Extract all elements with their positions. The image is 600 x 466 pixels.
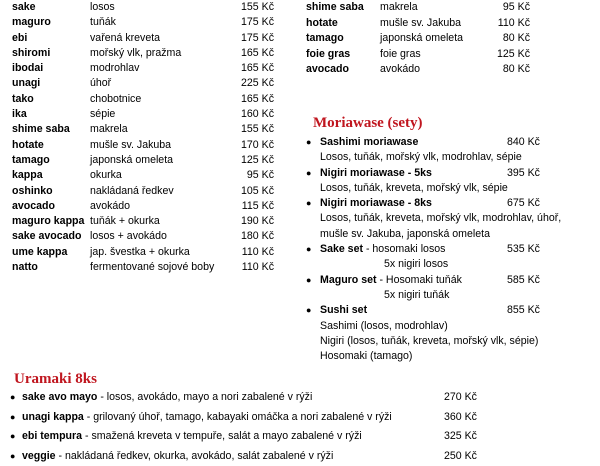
- item-name: kappa: [12, 169, 43, 182]
- menu-row: [306, 16, 530, 32]
- menu-row: [12, 31, 274, 46]
- item-price: 110 Kč: [497, 16, 530, 29]
- item-price: 225 Kč: [241, 77, 274, 90]
- item-name: ika: [12, 108, 27, 121]
- item-name: avocado: [12, 199, 55, 212]
- uramaki-row: [8, 408, 588, 428]
- set-description: 5x nigiri losos: [384, 258, 449, 271]
- item-price: 170 Kč: [241, 138, 274, 151]
- item-description: vařená kreveta: [90, 31, 161, 44]
- set-header: [320, 273, 574, 288]
- set-header: [320, 303, 574, 318]
- menu-row: [12, 245, 274, 260]
- item-description: mušle sv. Jakuba: [380, 16, 462, 29]
- menu-row: [12, 15, 274, 30]
- menu-row: [12, 107, 274, 122]
- uramaki-description: - losos, avokádo, mayo a nori zabalené v rýži: [97, 391, 313, 403]
- set-header: [320, 135, 574, 150]
- item-name: sake: [12, 1, 36, 13]
- set-header: [320, 196, 574, 211]
- bullet-icon: ●: [306, 305, 312, 316]
- item-price: 155 Kč: [241, 123, 274, 136]
- menu-row: [12, 138, 274, 153]
- item-price: 110 Kč: [241, 245, 274, 258]
- item-price: 95 Kč: [502, 1, 530, 13]
- bullet-icon: ●: [10, 431, 16, 442]
- item-name: ebi: [12, 31, 28, 44]
- uramaki-price: 325 Kč: [444, 430, 477, 443]
- set-item: [304, 303, 574, 364]
- nigiri-list-left: [12, 0, 274, 275]
- item-name: hotate: [12, 138, 44, 151]
- bullet-icon: ●: [306, 244, 312, 255]
- item-description: mořský vlk, pražma: [90, 46, 182, 59]
- set-description: 5x nigiri tuňák: [384, 288, 450, 301]
- item-name: maguro: [12, 16, 51, 29]
- menu-row: [306, 31, 530, 47]
- item-price: 165 Kč: [241, 62, 274, 75]
- item-description: losos + avokádo: [90, 230, 167, 243]
- set-price: 675 Kč: [507, 197, 540, 210]
- item-price: 95 Kč: [246, 169, 274, 182]
- menu-row: [12, 92, 274, 107]
- item-name: ume kappa: [12, 245, 68, 258]
- bullet-icon: ●: [10, 411, 16, 422]
- item-name: oshinko: [12, 184, 53, 197]
- item-price: 165 Kč: [241, 46, 274, 59]
- set-extra: - hosomaki losos: [363, 243, 446, 256]
- item-name: foie gras: [306, 47, 351, 60]
- set-description: Sashimi (losos, modrohlav): [320, 319, 448, 332]
- menu-row: [12, 260, 274, 275]
- item-description: modrohlav: [90, 62, 140, 75]
- item-description: okurka: [90, 169, 122, 182]
- item-name: shime saba: [306, 1, 364, 13]
- menu-row: [12, 153, 274, 168]
- item-name: ibodai: [12, 62, 44, 75]
- item-description: fermentované sojové boby: [90, 261, 215, 274]
- item-description: mušle sv. Jakuba: [90, 138, 172, 151]
- set-description: Losos, tuňák, kreveta, mořský vlk, modrohlav, úhoř,: [320, 212, 562, 225]
- item-price: 80 Kč: [502, 32, 530, 45]
- menu-row: [12, 199, 274, 214]
- menu-row: [12, 46, 274, 61]
- menu-row: [12, 0, 274, 15]
- item-price: 80 Kč: [502, 63, 530, 76]
- set-item: [304, 196, 574, 242]
- uramaki-price: 360 Kč: [444, 410, 477, 423]
- set-item: [304, 273, 574, 304]
- item-description: jap. švestka + okurka: [90, 245, 190, 258]
- menu-row: [306, 0, 530, 16]
- item-description: chobotnice: [90, 92, 142, 105]
- set-item: [304, 242, 574, 273]
- item-description: japonská omeleta: [90, 153, 174, 166]
- menu-row: [12, 214, 274, 229]
- item-price: 115 Kč: [241, 199, 274, 212]
- uramaki-description: - grilovaný úhoř, tamago, kabayaki omáčka a nori zabalené v rýži: [83, 410, 392, 423]
- menu-row: [12, 61, 274, 76]
- bullet-icon: ●: [10, 392, 16, 402]
- item-name: maguro kappa: [12, 215, 85, 228]
- item-price: 125 Kč: [241, 153, 274, 166]
- item-name: sake avocado: [12, 230, 82, 243]
- set-description: Losos, tuňák, mořský vlk, modrohlav, sépie: [320, 151, 522, 164]
- item-description: nakládaná ředkev: [90, 184, 174, 197]
- uramaki-list: [8, 388, 588, 466]
- uramaki-row: [8, 427, 588, 447]
- item-price: 160 Kč: [241, 108, 274, 121]
- bullet-icon: ●: [306, 198, 312, 209]
- uramaki-title: Uramaki 8ks: [14, 371, 97, 387]
- uramaki-price: 250 Kč: [444, 449, 477, 462]
- set-name: Sake set: [320, 243, 363, 256]
- set-description: mušle sv. Jakuba, japonská omeleta: [320, 227, 490, 240]
- menu-row: [12, 76, 274, 91]
- set-description: Losos, tuňák, kreveta, mořský vlk, sépie: [320, 181, 508, 194]
- item-description: makrela: [90, 123, 128, 136]
- set-description: Nigiri (losos, tuňák, kreveta, mořský vlk, sépie): [320, 334, 539, 347]
- item-name: unagi: [12, 77, 41, 90]
- item-description: tuňák: [90, 16, 116, 29]
- set-price: 855 Kč: [507, 304, 540, 317]
- item-name: tamago: [12, 153, 50, 166]
- set-price: 840 Kč: [507, 136, 540, 148]
- moriawase-title: Moriawase (sety): [313, 115, 423, 131]
- set-price: 535 Kč: [507, 243, 540, 256]
- uramaki-name: ebi tempura: [22, 430, 83, 443]
- uramaki-name: sake avo mayo: [22, 391, 98, 403]
- item-price: 190 Kč: [241, 215, 274, 228]
- set-item: [304, 166, 574, 197]
- menu-row: [12, 229, 274, 244]
- item-description: tuňák + okurka: [90, 215, 160, 228]
- item-price: 105 Kč: [241, 184, 274, 197]
- set-name: Sashimi moriawase: [320, 136, 419, 148]
- menu-row: [306, 47, 530, 63]
- item-name: shime saba: [12, 123, 70, 136]
- item-name: tako: [12, 92, 34, 105]
- menu-row: [306, 62, 530, 78]
- uramaki-name: unagi kappa: [22, 410, 84, 423]
- uramaki-price: 270 Kč: [444, 391, 477, 403]
- item-description: avokádo: [380, 63, 421, 76]
- uramaki-name: veggie: [22, 449, 56, 462]
- set-header: [320, 242, 574, 257]
- item-name: natto: [12, 261, 38, 274]
- set-price: 395 Kč: [507, 166, 540, 179]
- item-description: úhoř: [90, 77, 112, 90]
- item-description: avokádo: [90, 199, 131, 212]
- set-header: [320, 166, 574, 181]
- item-name: avocado: [306, 63, 349, 76]
- set-name: Nigiri moriawase - 5ks: [320, 166, 432, 179]
- menu-row: [12, 168, 274, 183]
- moriawase-list: [304, 135, 574, 364]
- set-name: Nigiri moriawase - 8ks: [320, 197, 432, 210]
- set-description: Hosomaki (tamago): [320, 350, 413, 363]
- item-description: japonská omeleta: [380, 32, 464, 45]
- nigiri-list-right: [306, 0, 530, 78]
- item-price: 175 Kč: [241, 16, 274, 29]
- bullet-icon: ●: [10, 450, 16, 461]
- item-name: tamago: [306, 32, 344, 45]
- set-item: [304, 135, 574, 166]
- bullet-icon: ●: [306, 167, 312, 178]
- item-price: 125 Kč: [497, 47, 530, 60]
- item-description: foie gras: [380, 47, 421, 60]
- item-name: hotate: [306, 16, 338, 29]
- item-description: makrela: [380, 1, 418, 13]
- item-price: 175 Kč: [241, 31, 274, 44]
- item-price: 180 Kč: [241, 230, 274, 243]
- menu-row: [12, 184, 274, 199]
- set-name: Maguro set: [320, 273, 377, 286]
- uramaki-row: [8, 388, 588, 408]
- bullet-icon: ●: [306, 137, 312, 147]
- menu-row: [12, 122, 274, 137]
- set-extra: - Hosomaki tuňák: [376, 273, 462, 286]
- bullet-icon: ●: [306, 274, 312, 285]
- item-price: 155 Kč: [241, 1, 274, 13]
- item-price: 165 Kč: [241, 92, 274, 105]
- uramaki-description: - smažená kreveta v tempuře, salát a mayo zabalené v rýži: [82, 430, 362, 443]
- uramaki-description: - nakládaná ředkev, okurka, avokádo, salát zabalené v rýži: [55, 449, 334, 462]
- set-price: 585 Kč: [507, 273, 540, 286]
- item-price: 110 Kč: [241, 261, 274, 274]
- item-name: shiromi: [12, 46, 51, 59]
- item-description: losos: [90, 1, 115, 13]
- item-description: sépie: [90, 108, 116, 121]
- set-name: Sushi set: [320, 304, 368, 317]
